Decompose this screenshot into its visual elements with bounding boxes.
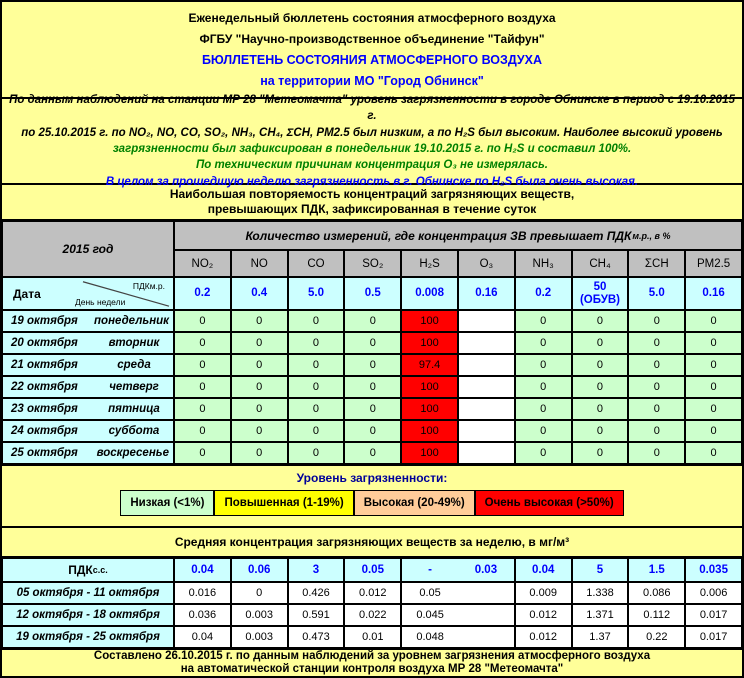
frequency-value-cell: 0	[174, 442, 231, 464]
summary-paragraph	[2, 94, 742, 188]
average-value-cell: 0.009	[515, 582, 572, 604]
frequency-value-cell: 0	[231, 376, 288, 398]
pdk-ss-value-cell: 0.035	[685, 558, 742, 582]
frequency-value-cell: 0	[515, 442, 572, 464]
organization-name: ФГБУ "Научно-производственное объединение "Тайфун"	[199, 32, 545, 47]
weekday-corner-label: День недели	[75, 297, 126, 307]
frequency-value-cell: 0	[628, 398, 685, 420]
pdk-ss-value-cell: 0.04	[174, 558, 231, 582]
pdk-mr-value-cell: 5.0	[628, 277, 685, 310]
frequency-value-cell: 100	[401, 332, 458, 354]
year-header-cell: 2015 год	[2, 221, 174, 277]
frequency-title-line2: превышающих ПДК, зафиксированная в течение суток	[207, 202, 537, 216]
average-value-cell: 1.338	[572, 582, 629, 604]
frequency-value-cell: 0	[572, 398, 629, 420]
average-value-cell: 1.371	[572, 604, 629, 626]
weekday-label: вторник	[108, 337, 160, 349]
average-value-cell: 0.017	[685, 626, 742, 648]
frequency-value-cell: 0	[572, 354, 629, 376]
weekday-label: понедельник	[94, 315, 169, 327]
avg-h2s-value: 0.048	[416, 631, 444, 643]
average-value-cell: 0.01	[344, 626, 401, 648]
frequency-value-cell	[458, 332, 515, 354]
frequency-value-cell: 0	[628, 354, 685, 376]
pdk-ss-value-cell: 3	[288, 558, 345, 582]
frequency-value-cell: 97.4	[401, 354, 458, 376]
frequency-value-cell: 0	[344, 398, 401, 420]
footer-line1: Составлено 26.10.2015 г. по данным наблюдений за уровнем загрязнения атмосферного воздуха	[93, 650, 651, 662]
frequency-value-cell: 0	[685, 398, 742, 420]
average-value-cell: 0.012	[344, 582, 401, 604]
frequency-title-line1: Наибольшая повторяемость концентраций загрязняющих веществ,	[169, 187, 575, 201]
footer-line2: на автоматической станции контроля воздуха МР 28 "Метеомачта"	[180, 663, 564, 675]
bulletin-title-line1: Еженедельный бюллетень состояния атмосферного воздуха	[188, 11, 556, 26]
pdk-mr-subscript: м.р., в %	[632, 230, 671, 241]
frequency-value-cell: 0	[231, 420, 288, 442]
date-weekday-cell	[2, 354, 174, 376]
frequency-value-cell: 0	[628, 376, 685, 398]
frequency-table	[2, 221, 742, 466]
average-value-cell: 0.016	[174, 582, 231, 604]
summary-line: По данным наблюдений на станции МР 28 "Метеомачта" уровень загрязненности в городе Обнинске в период с 19.10.2015 г.	[9, 94, 735, 123]
frequency-value-cell: 0	[628, 310, 685, 332]
summary-line: По техническим причинам концентрация О₃ не измерялась.	[196, 159, 548, 172]
frequency-value-cell: 0	[685, 332, 742, 354]
frequency-value-cell: 100	[401, 398, 458, 420]
legend-boxes	[2, 490, 742, 516]
frequency-value-cell: 0	[174, 376, 231, 398]
pdk-mr-value-cell: 50 (ОБУВ)	[572, 277, 629, 310]
average-value-cell: 0.112	[628, 604, 685, 626]
summary-line: по 25.10.2015 г. по NO₂, NO, CO, SO₂, NH₃, CH₄, ΣCH, РМ2.5 был низким, а по H₂S был высоким. Наиболее высокий уровень	[21, 126, 723, 139]
frequency-value-cell: 0	[572, 332, 629, 354]
pollutant-header-cell: NH₃	[515, 250, 572, 277]
bulletin-title-line2: БЮЛЛЕТЕНЬ СОСТОЯНИЯ АТМОСФЕРНОГО ВОЗДУХА	[201, 52, 543, 67]
date-label: 19 октября	[11, 315, 78, 327]
pollution-level-legend	[2, 466, 742, 528]
average-value-cell: 0.473	[288, 626, 345, 648]
territory-label: на территории МО "Город Обнинск"	[260, 73, 484, 88]
avg-h2s-o3-cell	[401, 582, 515, 604]
average-table-row	[2, 604, 742, 626]
measurements-count-label: Количество измерений, где концентрация ЗВ превышает ПДК	[245, 228, 632, 243]
pollutant-header-cell: H₂S	[401, 250, 458, 277]
pdk-mr-value-cell: 5.0	[288, 277, 345, 310]
pdk-ss-label-subscript: с.с.	[92, 565, 108, 575]
frequency-value-cell: 100	[401, 376, 458, 398]
frequency-value-cell	[458, 420, 515, 442]
frequency-value-cell: 100	[401, 420, 458, 442]
weekday-label: четверг	[109, 381, 159, 393]
pdk-mr-value-cell: 0.008	[401, 277, 458, 310]
average-value-cell: 0.006	[685, 582, 742, 604]
pdk-mr-value-cell: 0.2	[174, 277, 231, 310]
pdk-ss-value-cell: 5	[572, 558, 629, 582]
pdk-ss-value-cell: 0.04	[515, 558, 572, 582]
frequency-value-cell: 0	[231, 332, 288, 354]
frequency-value-cell: 0	[344, 354, 401, 376]
frequency-value-cell: 0	[231, 442, 288, 464]
average-table-row	[2, 626, 742, 648]
average-value-cell: 0.022	[344, 604, 401, 626]
frequency-value-cell: 0	[288, 442, 345, 464]
frequency-value-cell: 0	[174, 354, 231, 376]
date-label: 20 октября	[11, 337, 78, 349]
frequency-value-cell: 0	[685, 420, 742, 442]
frequency-value-cell	[458, 376, 515, 398]
frequency-value-cell: 0	[515, 310, 572, 332]
frequency-value-cell	[458, 442, 515, 464]
average-value-cell: 0.003	[231, 626, 288, 648]
frequency-table-header	[2, 221, 742, 277]
date-label: 23 октября	[11, 403, 78, 415]
pdk-ss-o3-value: 0.03	[474, 564, 498, 576]
average-value-cell: 0	[231, 582, 288, 604]
average-section-title: Средняя концентрация загрязняющих веществ за неделю, в мг/м³	[2, 528, 742, 558]
frequency-table-row	[2, 376, 742, 398]
frequency-value-cell: 0	[231, 354, 288, 376]
bulletin-footer	[2, 650, 742, 676]
weekday-label: среда	[117, 359, 151, 371]
frequency-value-cell: 0	[344, 310, 401, 332]
date-weekday-cell	[2, 398, 174, 420]
legend-item: Низкая (<1%)	[120, 490, 214, 516]
pdk-ss-value-cell: 0.05	[344, 558, 401, 582]
average-value-cell: 0.04	[174, 626, 231, 648]
date-weekday-cell	[2, 442, 174, 464]
frequency-value-cell: 0	[174, 310, 231, 332]
frequency-value-cell: 0	[288, 332, 345, 354]
average-value-cell: 0.591	[288, 604, 345, 626]
date-label: 21 октября	[11, 359, 78, 371]
legend-item: Повышенная (1-19%)	[214, 490, 353, 516]
weekday-label: воскресенье	[96, 447, 169, 459]
frequency-value-cell: 100	[401, 442, 458, 464]
frequency-table-row	[2, 310, 742, 332]
frequency-value-cell: 0	[572, 376, 629, 398]
pdk-mr-value-cell: 0.2	[515, 277, 572, 310]
pollutant-header-cell: NO₂	[174, 250, 231, 277]
frequency-value-cell: 0	[685, 310, 742, 332]
avg-h2s-o3-cell	[401, 626, 515, 648]
frequency-table-row	[2, 354, 742, 376]
summary-line: В целом за прошедшую неделю загрязненность в г. Обнинске по H₂S была очень высокая.	[105, 175, 639, 188]
measurements-count-header-cell	[174, 221, 742, 250]
average-value-cell: 0.017	[685, 604, 742, 626]
legend-title: Уровень загрязненности:	[296, 471, 448, 485]
average-value-cell: 0.012	[515, 626, 572, 648]
date-weekday-cell	[2, 420, 174, 442]
frequency-value-cell	[458, 354, 515, 376]
pdk-ss-label-main: ПДК	[68, 563, 93, 577]
frequency-table-body	[2, 310, 742, 464]
average-table-body	[2, 582, 742, 648]
frequency-value-cell: 0	[344, 332, 401, 354]
frequency-value-cell: 0	[685, 354, 742, 376]
period-cell: 05 октября - 11 октября	[2, 582, 174, 604]
pdk-ss-label-cell	[2, 558, 174, 582]
frequency-value-cell: 0	[515, 354, 572, 376]
frequency-value-cell: 0	[174, 332, 231, 354]
frequency-value-cell: 0	[628, 420, 685, 442]
pdk-ss-value-cell: 0.06	[231, 558, 288, 582]
frequency-value-cell: 0	[231, 310, 288, 332]
average-concentration-table	[2, 558, 742, 650]
frequency-value-cell: 0	[231, 398, 288, 420]
pdk-ss-row	[2, 558, 742, 582]
pdk-ss-h2s-o3-cell	[401, 558, 515, 582]
frequency-value-cell: 0	[628, 442, 685, 464]
legend-item: Очень высокая (>50%)	[475, 490, 624, 516]
average-value-cell: 0.003	[231, 604, 288, 626]
pollutant-header-cell: SO₂	[344, 250, 401, 277]
frequency-value-cell: 0	[515, 376, 572, 398]
pollutant-header-cell: CO	[288, 250, 345, 277]
frequency-value-cell: 0	[515, 420, 572, 442]
pdk-ss-value-cell: 1.5	[628, 558, 685, 582]
average-table-row	[2, 582, 742, 604]
frequency-value-cell: 0	[572, 310, 629, 332]
frequency-value-cell: 0	[572, 420, 629, 442]
frequency-value-cell: 0	[344, 376, 401, 398]
frequency-value-cell: 0	[572, 442, 629, 464]
bulletin-header	[2, 2, 742, 99]
date-weekday-cell	[2, 310, 174, 332]
date-column-label: Дата	[13, 286, 41, 301]
frequency-value-cell: 0	[288, 420, 345, 442]
average-value-cell: 0.036	[174, 604, 231, 626]
pdk-mr-value-cell: 0.4	[231, 277, 288, 310]
frequency-value-cell	[458, 310, 515, 332]
frequency-value-cell: 0	[174, 420, 231, 442]
weekday-label: пятница	[108, 403, 160, 415]
avg-h2s-o3-cell	[401, 604, 515, 626]
pollutant-header-cell: PM2.5	[685, 250, 742, 277]
frequency-value-cell: 0	[288, 310, 345, 332]
pollutant-header-cell: NO	[231, 250, 288, 277]
date-weekday-cell	[2, 376, 174, 398]
date-label: 22 октября	[11, 381, 78, 393]
pollutant-header-cell: ΣCH	[628, 250, 685, 277]
pdk-mr-row	[2, 277, 742, 310]
average-value-cell: 1.37	[572, 626, 629, 648]
average-value-cell: 0.22	[628, 626, 685, 648]
date-weekday-cell	[2, 332, 174, 354]
frequency-value-cell: 0	[344, 420, 401, 442]
avg-h2s-value: 0.045	[416, 609, 444, 621]
frequency-value-cell: 0	[288, 398, 345, 420]
frequency-value-cell: 0	[515, 398, 572, 420]
weekday-label: суббота	[108, 425, 160, 437]
pdk-mr-value-cell: 0.16	[685, 277, 742, 310]
pollutant-header-cell: O₃	[458, 250, 515, 277]
pdk-ss-h2s-value: -	[428, 564, 433, 576]
period-cell: 12 октября - 18 октября	[2, 604, 174, 626]
average-value-cell: 0.426	[288, 582, 345, 604]
frequency-table-row	[2, 420, 742, 442]
frequency-value-cell: 0	[685, 376, 742, 398]
frequency-value-cell: 100	[401, 310, 458, 332]
pdk-mr-value-cell: 0.16	[458, 277, 515, 310]
average-value-cell: 0.012	[515, 604, 572, 626]
frequency-value-cell: 0	[628, 332, 685, 354]
date-weekday-corner-cell	[2, 277, 174, 310]
frequency-table-row	[2, 442, 742, 464]
frequency-value-cell: 0	[288, 354, 345, 376]
date-label: 24 октября	[11, 425, 78, 437]
frequency-value-cell: 0	[174, 398, 231, 420]
summary-line: загрязненности был зафиксирован в понедельник 19.10.2015 г. по H₂S и составил 100%.	[112, 143, 632, 155]
average-value-cell: 0.086	[628, 582, 685, 604]
frequency-value-cell: 0	[515, 332, 572, 354]
frequency-value-cell: 0	[344, 442, 401, 464]
frequency-value-cell: 0	[685, 442, 742, 464]
avg-h2s-value: 0.05	[419, 587, 441, 599]
pdk-mr-value-cell: 0.5	[344, 277, 401, 310]
frequency-value-cell	[458, 398, 515, 420]
date-label: 25 октября	[11, 447, 78, 459]
pdk-mr-corner-label: ПДКм.р.	[132, 281, 165, 291]
frequency-table-row	[2, 398, 742, 420]
period-cell: 19 октября - 25 октября	[2, 626, 174, 648]
frequency-value-cell: 0	[288, 376, 345, 398]
legend-item: Высокая (20-49%)	[354, 490, 475, 516]
frequency-table-row	[2, 332, 742, 354]
frequency-section-title	[2, 185, 742, 221]
pollutant-header-cell: CH₄	[572, 250, 629, 277]
